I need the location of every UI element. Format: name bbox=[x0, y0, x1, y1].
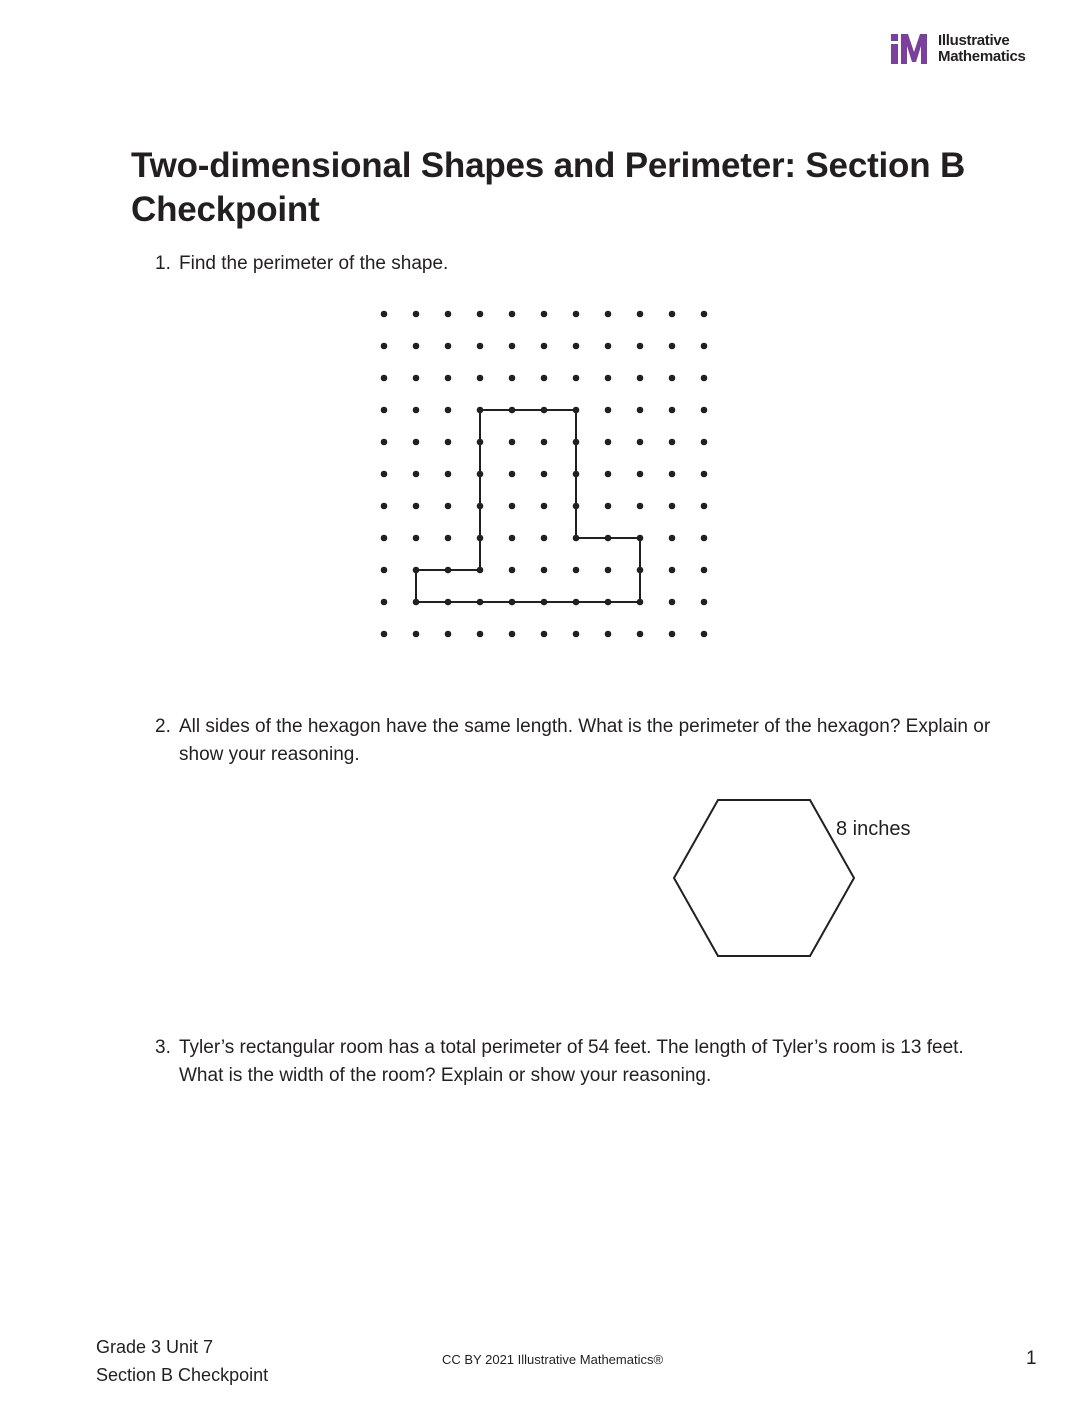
grid-dot bbox=[413, 471, 420, 478]
grid-dot bbox=[477, 599, 484, 606]
grid-dot bbox=[541, 343, 548, 350]
grid-dot bbox=[445, 471, 452, 478]
question-number: 3. bbox=[155, 1037, 171, 1058]
grid-dot bbox=[445, 503, 452, 510]
grid-dot bbox=[445, 439, 452, 446]
grid-dot bbox=[381, 567, 388, 574]
grid-dot bbox=[413, 503, 420, 510]
grid-dot bbox=[413, 407, 420, 414]
grid-dot bbox=[637, 343, 644, 350]
grid-dot bbox=[445, 567, 452, 574]
grid-dot bbox=[413, 567, 420, 574]
hexagon-shape bbox=[674, 800, 854, 956]
brand-line-2: Mathematics bbox=[938, 48, 1026, 65]
grid-dot bbox=[445, 375, 452, 382]
grid-dot bbox=[701, 311, 708, 318]
grid-dot bbox=[605, 407, 612, 414]
grid-dot bbox=[541, 375, 548, 382]
grid-dot bbox=[413, 631, 420, 638]
grid-dot bbox=[541, 599, 548, 606]
grid-dot bbox=[701, 599, 708, 606]
grid-dot bbox=[701, 503, 708, 510]
hexagon-figure bbox=[660, 790, 930, 970]
grid-dot bbox=[477, 439, 484, 446]
grid-dot bbox=[669, 439, 676, 446]
grid-dot bbox=[573, 567, 580, 574]
grid-dot bbox=[541, 567, 548, 574]
footer-grade: Grade 3 Unit 7 bbox=[96, 1337, 214, 1357]
grid-dot bbox=[381, 311, 388, 318]
grid-dot bbox=[477, 471, 484, 478]
grid-dot bbox=[413, 343, 420, 350]
grid-dot bbox=[605, 471, 612, 478]
footer-section: Section B Checkpoint bbox=[96, 1365, 269, 1385]
grid-dot bbox=[509, 343, 516, 350]
grid-dot bbox=[605, 535, 612, 542]
grid-dot bbox=[669, 471, 676, 478]
page-title: Two-dimensional Shapes and Perimeter: Section B Checkpoint bbox=[131, 146, 966, 229]
grid-dot bbox=[477, 503, 484, 510]
question-text: Find the perimeter of the shape. bbox=[179, 253, 449, 274]
grid-dot bbox=[541, 503, 548, 510]
grid-dot bbox=[477, 631, 484, 638]
grid-dot bbox=[573, 375, 580, 382]
grid-dot bbox=[509, 503, 516, 510]
grid-dot bbox=[477, 343, 484, 350]
grid-dot bbox=[509, 439, 516, 446]
grid-dot bbox=[413, 311, 420, 318]
grid-dot bbox=[669, 343, 676, 350]
grid-dot bbox=[701, 439, 708, 446]
grid-dot bbox=[541, 535, 548, 542]
grid-dot bbox=[637, 599, 644, 606]
illustrative-mathematics-logo bbox=[890, 32, 1026, 66]
grid-dot bbox=[669, 567, 676, 574]
grid-dot bbox=[637, 567, 644, 574]
grid-dot bbox=[381, 407, 388, 414]
dot-grid-figure bbox=[370, 300, 720, 650]
grid-dot bbox=[381, 631, 388, 638]
grid-dot bbox=[605, 311, 612, 318]
grid-dot bbox=[605, 503, 612, 510]
grid-dot bbox=[605, 343, 612, 350]
grid-dot bbox=[701, 471, 708, 478]
grid-dot bbox=[477, 535, 484, 542]
grid-dot bbox=[509, 375, 516, 382]
grid-dot bbox=[413, 535, 420, 542]
grid-dot bbox=[445, 311, 452, 318]
page-number: 1 bbox=[1026, 1348, 1037, 1369]
grid-dot bbox=[669, 375, 676, 382]
grid-dot bbox=[637, 311, 644, 318]
grid-dot bbox=[669, 535, 676, 542]
grid-dot bbox=[573, 503, 580, 510]
grid-dot bbox=[573, 407, 580, 414]
grid-dot bbox=[669, 599, 676, 606]
grid-dot bbox=[701, 343, 708, 350]
grid-dot bbox=[381, 343, 388, 350]
grid-dot bbox=[669, 631, 676, 638]
grid-dot bbox=[669, 311, 676, 318]
grid-dot bbox=[605, 439, 612, 446]
grid-dot bbox=[669, 407, 676, 414]
brand-line-1: Illustrative bbox=[938, 32, 1010, 49]
grid-dot bbox=[381, 599, 388, 606]
question-number: 1. bbox=[155, 253, 171, 274]
grid-dot bbox=[573, 535, 580, 542]
grid-dot bbox=[701, 631, 708, 638]
grid-dot bbox=[477, 375, 484, 382]
grid-dot bbox=[541, 407, 548, 414]
grid-dot bbox=[509, 631, 516, 638]
im-logo-icon bbox=[890, 32, 930, 66]
grid-dot bbox=[637, 375, 644, 382]
question-1 bbox=[155, 250, 1005, 278]
grid-dot bbox=[573, 311, 580, 318]
grid-dot bbox=[413, 599, 420, 606]
grid-dot bbox=[509, 471, 516, 478]
grid-dot bbox=[509, 567, 516, 574]
grid-dot bbox=[381, 471, 388, 478]
grid-dot bbox=[509, 599, 516, 606]
grid-dot bbox=[573, 439, 580, 446]
grid-dot bbox=[541, 471, 548, 478]
grid-dot bbox=[509, 311, 516, 318]
grid-dot bbox=[509, 535, 516, 542]
grid-dot bbox=[573, 599, 580, 606]
grid-dot bbox=[605, 631, 612, 638]
grid-dot bbox=[573, 631, 580, 638]
grid-dot bbox=[637, 439, 644, 446]
grid-dot bbox=[445, 343, 452, 350]
grid-dot bbox=[701, 375, 708, 382]
grid-dot bbox=[509, 407, 516, 414]
grid-dot bbox=[381, 535, 388, 542]
grid-dot bbox=[477, 567, 484, 574]
question-number: 2. bbox=[155, 716, 171, 737]
grid-dot bbox=[605, 567, 612, 574]
grid-dot bbox=[637, 407, 644, 414]
grid-dot bbox=[381, 375, 388, 382]
grid-dot bbox=[637, 471, 644, 478]
grid-dot bbox=[701, 535, 708, 542]
grid-dot bbox=[701, 567, 708, 574]
grid-dot bbox=[541, 439, 548, 446]
grid-dot bbox=[477, 407, 484, 414]
question-text: All sides of the hexagon have the same length. What is the perimeter of the hexagon? Explain or show your reasoning. bbox=[179, 716, 991, 765]
grid-dot bbox=[477, 311, 484, 318]
grid-dot bbox=[701, 407, 708, 414]
grid-dot bbox=[413, 439, 420, 446]
grid-dot bbox=[381, 503, 388, 510]
hexagon-side-label: 8 inches bbox=[836, 818, 911, 840]
grid-dot bbox=[637, 631, 644, 638]
grid-dot bbox=[541, 631, 548, 638]
grid-dot bbox=[413, 375, 420, 382]
grid-dot bbox=[605, 599, 612, 606]
grid-dot bbox=[445, 535, 452, 542]
question-text: Tyler’s rectangular room has a total perimeter of 54 feet. The length of Tyler’s room is 13 feet. What is the width of the room? Explain or show your reasoning. bbox=[179, 1037, 964, 1086]
grid-dot bbox=[637, 503, 644, 510]
grid-dot bbox=[445, 631, 452, 638]
grid-dot bbox=[573, 343, 580, 350]
grid-dot bbox=[669, 503, 676, 510]
grid-dot bbox=[605, 375, 612, 382]
question-2 bbox=[155, 713, 1005, 769]
grid-dot bbox=[637, 535, 644, 542]
grid-dot bbox=[541, 311, 548, 318]
grid-dot bbox=[381, 439, 388, 446]
grid-dot bbox=[445, 407, 452, 414]
grid-dot bbox=[445, 599, 452, 606]
grid-dot bbox=[573, 471, 580, 478]
footer-unit-info bbox=[96, 1333, 268, 1389]
question-3 bbox=[155, 1034, 1005, 1090]
footer-license: CC BY 2021 Illustrative Mathematics® bbox=[442, 1352, 664, 1367]
